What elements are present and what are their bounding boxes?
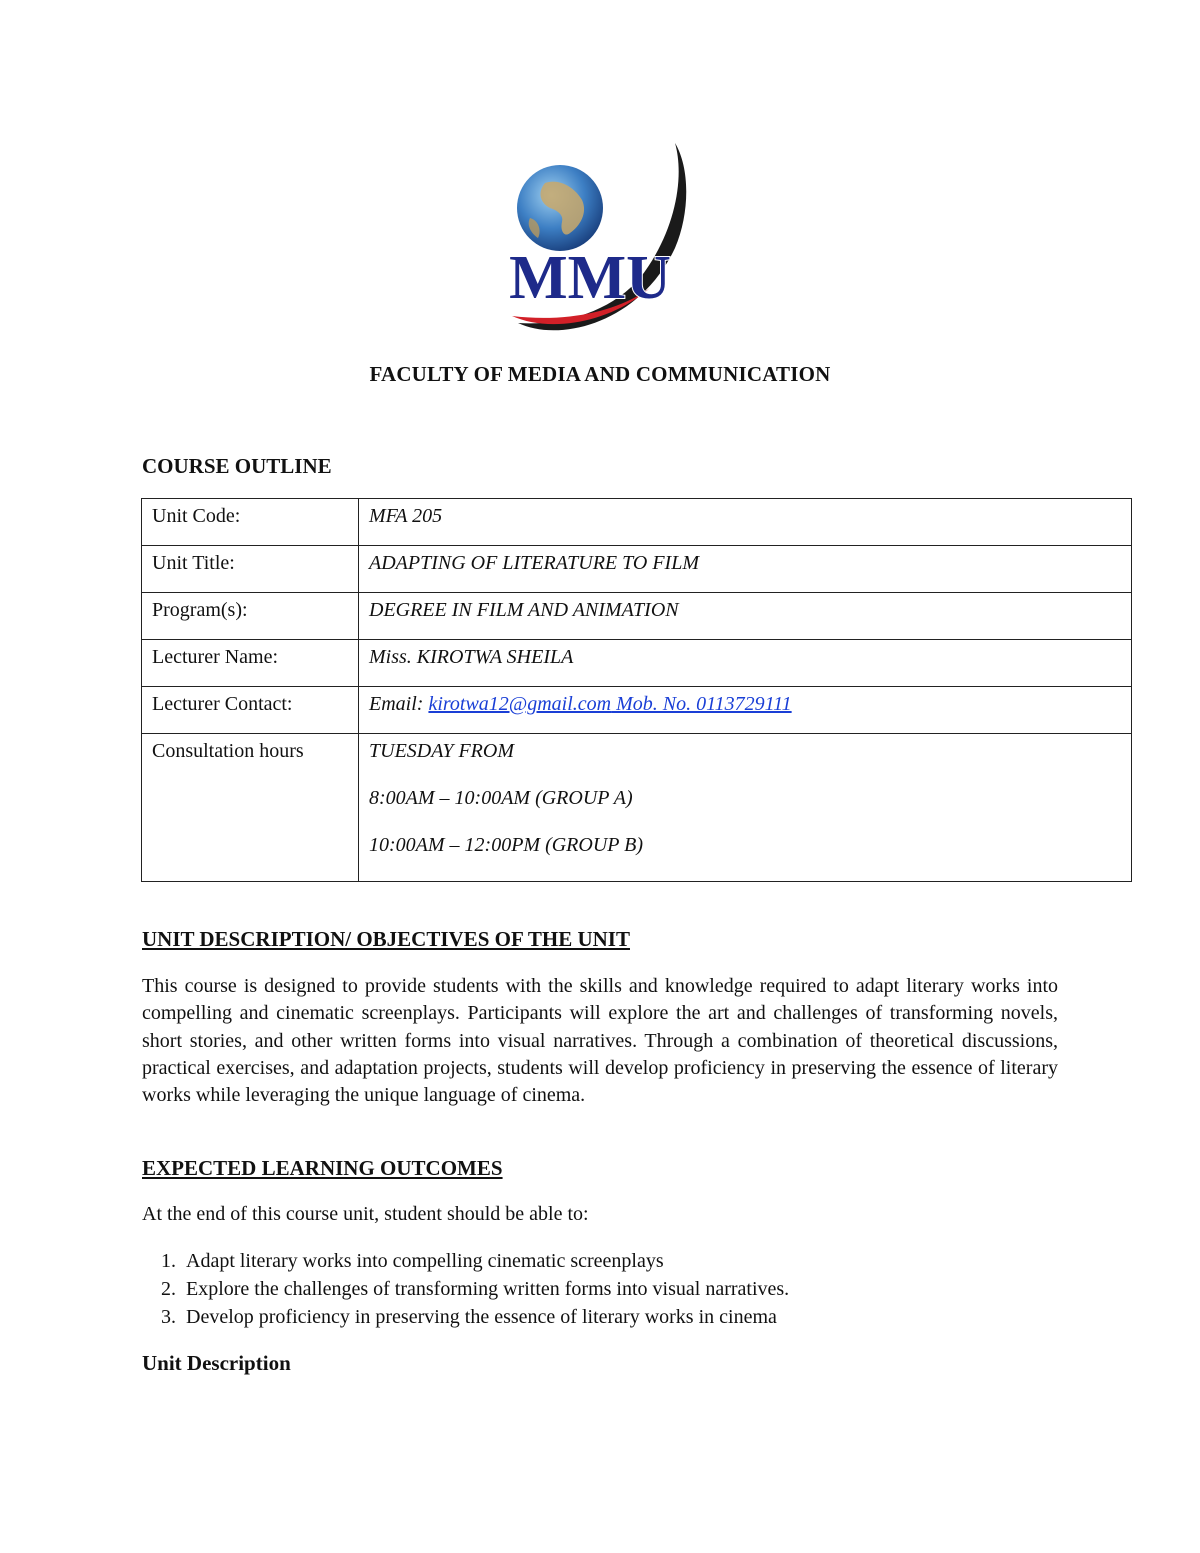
unit-title-value: ADAPTING OF LITERATURE TO FILM	[359, 546, 1132, 593]
list-text: Adapt literary works into compelling cinematic screenplays	[186, 1250, 664, 1272]
course-info-table	[141, 498, 1132, 882]
table-row	[142, 640, 1132, 687]
programs-value: DEGREE IN FILM AND ANIMATION	[359, 593, 1132, 640]
mmu-logo	[490, 138, 700, 343]
lecturer-contact-label: Lecturer Contact:	[142, 687, 359, 734]
unit-description-heading: Unit Description	[142, 1351, 291, 1375]
table-row	[142, 499, 1132, 546]
unit-code-value: MFA 205	[359, 499, 1132, 546]
table-row	[142, 593, 1132, 640]
objectives-body: This course is designed to provide students with the skills and knowledge required to adapt literary works into compelling and cinematic screenplays. Participants will explore the art and challenges of transforming novels, short stories, and other written forms into visual narratives. Through a combination of theoretical discussions, practical exercises, and adaptation projects, students will develop proficiency in preserving the essence of literary works while leveraging the unique language of cinema.	[142, 975, 1058, 1107]
table-row	[142, 734, 1132, 882]
list-number: 1.	[161, 1250, 176, 1272]
lecturer-contact-value	[359, 687, 1132, 734]
list-text: Develop proficiency in preserving the essence of literary works in cinema	[186, 1306, 777, 1328]
consultation-hours-value	[359, 734, 1132, 882]
lecturer-name-label: Lecturer Name:	[142, 640, 359, 687]
consultation-line: 8:00AM – 10:00AM (GROUP A)	[369, 787, 633, 809]
consultation-hours-label: Consultation hours	[142, 734, 359, 882]
svg-text:MMU: MMU	[509, 244, 671, 312]
list-item	[142, 1303, 789, 1331]
outcomes-heading: EXPECTED LEARNING OUTCOMES	[142, 1156, 503, 1180]
unit-code-label: Unit Code:	[142, 499, 359, 546]
outcomes-list	[142, 1247, 789, 1331]
list-number: 2.	[161, 1278, 176, 1300]
list-item	[142, 1275, 789, 1303]
objectives-heading: UNIT DESCRIPTION/ OBJECTIVES OF THE UNIT	[142, 927, 630, 951]
outcomes-intro: At the end of this course unit, student should be able to:	[142, 1203, 589, 1225]
table-row	[142, 687, 1132, 734]
consultation-line: TUESDAY FROM	[369, 740, 514, 762]
list-item	[142, 1247, 789, 1275]
faculty-title: FACULTY OF MEDIA AND COMMUNICATION	[369, 362, 831, 386]
unit-title-label: Unit Title:	[142, 546, 359, 593]
email-link[interactable]: kirotwa12@gmail.com	[428, 693, 612, 715]
lecturer-name-value: Miss. KIROTWA SHEILA	[359, 640, 1132, 687]
list-text: Explore the challenges of transforming written forms into visual narratives.	[186, 1278, 790, 1300]
consultation-line: 10:00AM – 12:00PM (GROUP B)	[369, 834, 644, 856]
table-row	[142, 546, 1132, 593]
list-number: 3.	[161, 1306, 176, 1328]
course-outline-title: COURSE OUTLINE	[142, 454, 332, 478]
programs-label: Program(s):	[142, 593, 359, 640]
email-prefix: Email:	[369, 693, 429, 715]
mobile-link[interactable]: Mob. No. 0113729111	[611, 693, 792, 715]
